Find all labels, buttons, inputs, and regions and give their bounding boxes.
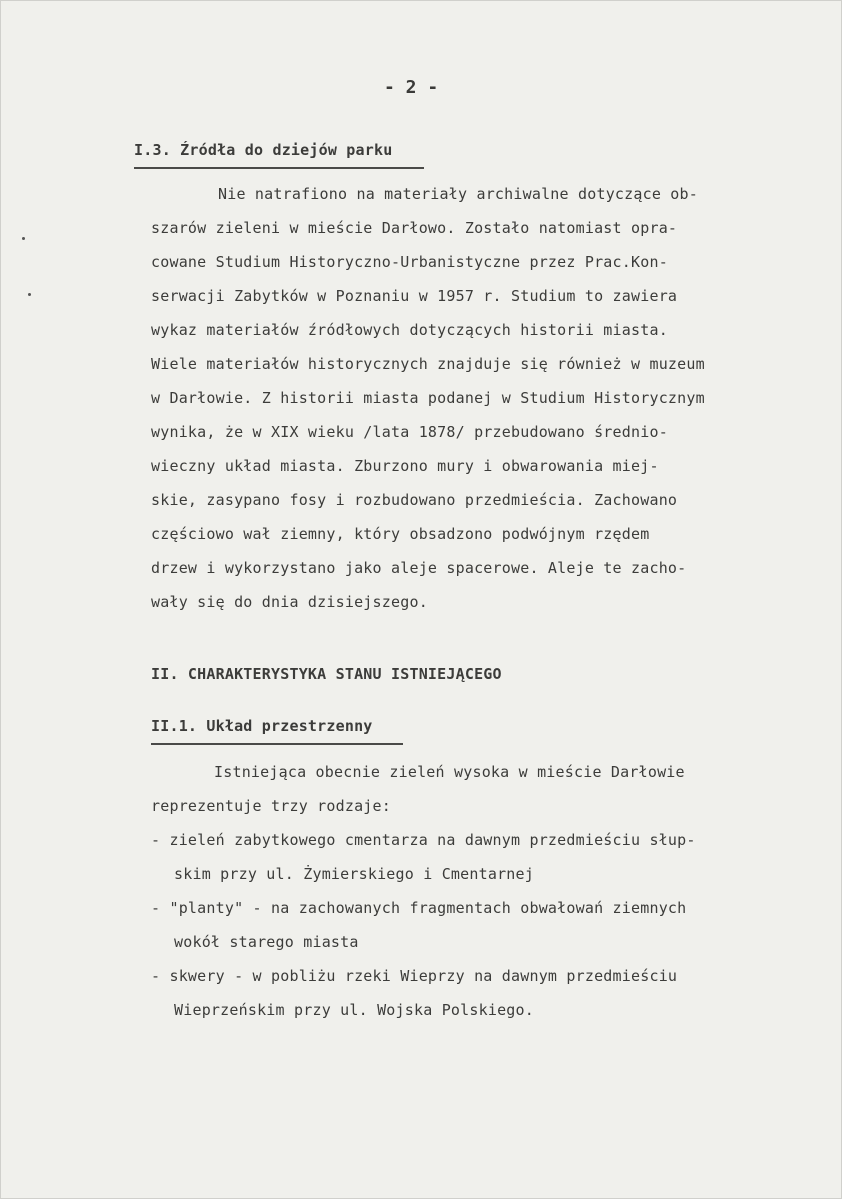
paragraph-line: wały się do dnia dzisiejszego.	[151, 593, 428, 611]
paragraph-line: Istniejąca obecnie zieleń wysoka w mieście Darłowie	[214, 763, 685, 781]
list-item-line: - skwery - w pobliżu rzeki Wieprzy na dawnym przedmieściu	[151, 967, 678, 985]
section-heading-2-1: II.1. Układ przestrzenny	[151, 717, 373, 735]
heading-underline	[151, 743, 403, 745]
paragraph-line: wynika, że w XIX wieku /lata 1878/ przebudowano średnio-	[151, 423, 668, 441]
paragraph-line: wieczny układ miasta. Zburzono mury i obwarowania miej-	[151, 457, 659, 475]
paragraph-line: Nie natrafiono na materiały archiwalne dotyczące ob-	[218, 185, 698, 203]
list-item-line: - "planty" - na zachowanych fragmentach obwałowań ziemnych	[151, 899, 687, 917]
paragraph-line: cowane Studium Historyczno-Urbanistyczne przez Prac.Kon-	[151, 253, 668, 271]
list-item-line: - zieleń zabytkowego cmentarza na dawnym przedmieściu słup-	[151, 831, 696, 849]
list-item-line: wokół starego miasta	[174, 933, 359, 951]
section-heading-1-3: I.3. Źródła do dziejów parku	[134, 141, 393, 159]
paragraph-line: szarów zieleni w mieście Darłowo. Zostało natomiast opra-	[151, 219, 678, 237]
page-number: - 2 -	[384, 77, 439, 98]
paragraph-line: reprezentuje trzy rodzaje:	[151, 797, 391, 815]
paragraph-line: drzew i wykorzystano jako aleje spacerowe. Aleje te zacho-	[151, 559, 687, 577]
margin-mark	[28, 293, 31, 296]
paragraph-line: wykaz materiałów źródłowych dotyczących historii miasta.	[151, 321, 668, 339]
section-heading-2: II. CHARAKTERYSTYKA STANU ISTNIEJĄCEGO	[151, 665, 502, 683]
margin-mark	[22, 237, 25, 240]
paragraph-line: w Darłowie. Z historii miasta podanej w Studium Historycznym	[151, 389, 705, 407]
paragraph-line: serwacji Zabytków w Poznaniu w 1957 r. Studium to zawiera	[151, 287, 678, 305]
paragraph-line: częściowo wał ziemny, który obsadzono podwójnym rzędem	[151, 525, 650, 543]
list-item-line: skim przy ul. Żymierskiego i Cmentarnej	[174, 865, 534, 883]
paragraph-line: Wiele materiałów historycznych znajduje się również w muzeum	[151, 355, 705, 373]
paragraph-line: skie, zasypano fosy i rozbudowano przedmieścia. Zachowano	[151, 491, 678, 509]
list-item-line: Wieprzeńskim przy ul. Wojska Polskiego.	[174, 1001, 534, 1019]
heading-underline	[134, 167, 424, 169]
